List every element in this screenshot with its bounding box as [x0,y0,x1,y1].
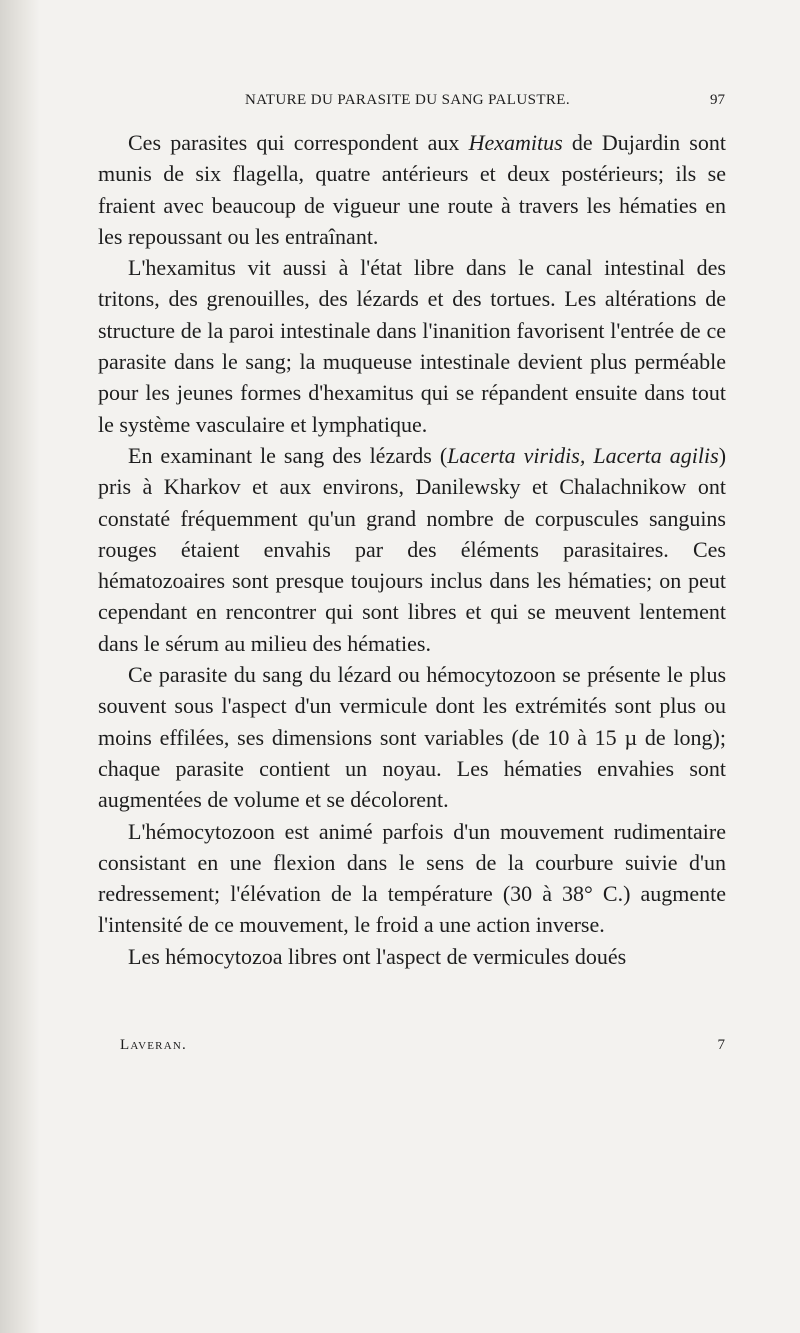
paragraph [98,816,726,941]
paragraph [98,659,726,815]
paragraph [98,252,726,440]
paragraph-text: Les hémocytozoa libres ont l'aspect de vermicules doués [128,943,627,969]
italic-text: Lacerta viridis, Lacerta agilis [447,442,719,468]
paragraph-text: En examinant le sang des lézards ( [128,442,448,468]
page-number: 97 [710,92,725,108]
gathering-signature-mark: 7 [717,1037,725,1053]
page-footer [120,1037,725,1057]
page-edge-shadow [0,0,40,1333]
paragraph-text: L'hémocytozoon est animé parfois d'un mouvement rudimentaire consistant en une flexion dans le sens de la courbure suivie d'un redressement; l'élévation de la température (30 à 38° C.) augmente l'intensité de ce mouvement, le froid a une action inverse. [98,818,726,938]
paragraph-text: Ces parasites qui correspondent aux [128,130,469,155]
paragraph-text: Ce parasite du sang du lézard ou hémocytozoon se présente le plus souvent sous l'aspect d'un vermicule dont les extrémités sont plus ou moins effilées, ses dimensions sont variables (de 10 à 15 µ de long); chaque parasite contient un noyau. Les hématies envahies sont augmentées de volume et se décolorent. [98,662,726,813]
paragraph [98,440,726,659]
paragraph [98,127,726,252]
paragraph [98,941,726,972]
italic-text: Hexamitus [468,130,563,155]
paragraph-text: ) pris à Kharkov et aux environs, Danilewsky et Chalachnikow ont constaté fréquemment qu'un grand nombre de corpuscules sanguins rouges étaient envahis par des éléments parasitaires. Ces hématozoaires sont presque toujours inclus dans les hématies; on peut cependant en rencontrer qui sont libres et qui se meuvent lentement dans le sérum au milieu des hématies. [98,442,727,656]
running-head [150,90,725,110]
paragraph-text: L'hexamitus vit aussi à l'état libre dans le canal intestinal des tritons, des grenouilles, des lézards et des tortues. Les altérations de structure de la paroi intestinale dans l'inanition favorisent l'entrée de ce parasite dans le sang; la muqueuse intestinale devient plus perméable pour les jeunes formes d'hexamitus qui se répandent ensuite dans tout le système vasculaire et lymphatique. [98,255,726,437]
body-text [98,127,726,972]
author-signature: Laveran. [120,1037,187,1053]
running-title: NATURE DU PARASITE DU SANG PALUSTRE. [245,92,570,108]
paragraph-text: de Dujardin sont munis de six flagella, quatre antérieurs et deux postérieurs; ils se fraient avec beaucoup de vigueur une route à travers les hématies en les repoussant ou les entraînant. [98,130,726,249]
